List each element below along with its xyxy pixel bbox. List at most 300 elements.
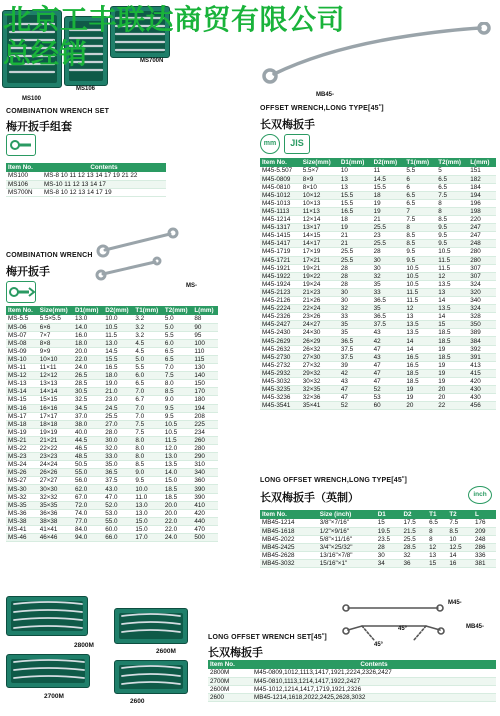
table-row (6, 445, 218, 453)
table-cell: 32×35 (301, 386, 339, 394)
table-cell: MS-27 (6, 477, 38, 485)
col-header: D1 (376, 510, 402, 519)
table-cell: 22.0 (163, 517, 192, 525)
table-cell: 35×35 (38, 501, 73, 509)
table-cell: 19×19 (38, 428, 73, 436)
col-header: D2(mm) (103, 306, 133, 315)
table-cell: 28 (339, 272, 372, 280)
table-row (260, 337, 496, 345)
table-cell: 11.5 (436, 256, 468, 264)
table-cell: M45-1922 (260, 272, 301, 280)
table-cell: 286 (473, 543, 496, 551)
table-cell: 30 (372, 256, 405, 264)
table-row (6, 412, 218, 420)
table-cell: 15 (436, 321, 468, 329)
table-cell: M45-2732 (260, 361, 301, 369)
table-cell: 30×32 (301, 377, 339, 385)
table-cell: 391 (468, 353, 496, 361)
table-cell: 5.0 (163, 315, 192, 323)
table-cell: 8.5 (447, 527, 473, 535)
table-cell: 10 (339, 167, 372, 175)
table-cell: M45-0810,1113,1214,1417,1922,2427 (252, 677, 496, 685)
table-cell: 44.5 (73, 436, 103, 444)
table-cell: 30×30 (38, 485, 73, 493)
table-cell: M45-1417 (260, 240, 301, 248)
table-row (6, 396, 218, 404)
table-cell: 12.5 (447, 543, 473, 551)
table-cell: 14.5 (372, 175, 405, 183)
table-cell: MS-13 (6, 380, 38, 388)
table-cell: 30 (376, 551, 402, 559)
table-row (260, 559, 496, 567)
table-cell: M45-3032 (260, 377, 301, 385)
combo-table (6, 306, 218, 542)
table-row (260, 280, 496, 288)
col-header: Size (inch) (318, 510, 376, 519)
col-header: L(mm) (192, 306, 218, 315)
table-cell: 19 (339, 224, 372, 232)
table-row (260, 305, 496, 313)
table-cell: 2700M (208, 677, 252, 685)
table-row (260, 272, 496, 280)
table-cell: 28 (339, 280, 372, 288)
table-row (6, 323, 218, 331)
table-cell: 10×13 (301, 199, 339, 207)
table-cell: 32.0 (103, 445, 133, 453)
table-cell: MS-26 (6, 469, 38, 477)
table-cell: M45-1113 (260, 207, 301, 215)
table-cell: 194 (468, 191, 496, 199)
table-cell: MS700N (6, 188, 42, 196)
table-cell: 470 (192, 525, 218, 533)
table-row (6, 364, 218, 372)
table-cell: 7.5 (447, 519, 473, 527)
table-cell: 13 (436, 288, 468, 296)
table-cell: 6.5 (163, 347, 192, 355)
table-cell: 9.5 (163, 412, 192, 420)
table-cell: MS-18 (6, 420, 38, 428)
table-cell: 6.5 (436, 183, 468, 191)
table-cell: 19 (436, 377, 468, 385)
table-cell: MS100 (6, 172, 42, 180)
table-cell: 110 (192, 347, 218, 355)
table-cell: 28.0 (103, 428, 133, 436)
col-header: L(mm) (468, 158, 496, 167)
table-cell: M45-1317 (260, 224, 301, 232)
table-row (260, 297, 496, 305)
table-cell: 46×46 (38, 534, 73, 542)
table-cell: 34.5 (73, 404, 103, 412)
table-cell: 3.2 (133, 315, 162, 323)
table-cell: 29×32 (301, 369, 339, 377)
long-set-title-en: LONG OFFSET WRENCH SET[45˚] (208, 634, 327, 641)
table-cell: 19 (436, 345, 468, 353)
table-cell: 10.5 (404, 264, 436, 272)
table-cell: 8.0 (133, 436, 162, 444)
table-cell: 25.5 (372, 224, 405, 232)
table-cell: 20.0 (163, 501, 192, 509)
table-cell: 36 (401, 559, 427, 567)
table-cell: 15.5 (339, 191, 372, 199)
table-cell: 13 (404, 313, 436, 321)
table-cell: M45-2126 (260, 297, 301, 305)
table-row (6, 380, 218, 388)
table-cell: 6.5 (133, 380, 162, 388)
table-cell: MB45-1214,1618,2022,2425,2628,3032 (252, 693, 496, 701)
table-cell: 9.5 (436, 224, 468, 232)
table-row (6, 404, 218, 412)
table-cell: M45-0809,1012,1113,1417,1921,2224,2326,2427 (252, 669, 496, 677)
table-row (6, 339, 218, 347)
table-cell: 9.5 (133, 477, 162, 485)
col-header: T1 (427, 510, 447, 519)
table-cell: 60 (372, 402, 405, 410)
table-cell: 5.5×5.5 (38, 315, 73, 323)
table-row (260, 199, 496, 207)
table-row (260, 232, 496, 240)
table-cell: 18.5 (436, 353, 468, 361)
table-cell: MS-19 (6, 428, 38, 436)
table-cell: 15.0 (133, 525, 162, 533)
badge-mm: mm (260, 134, 280, 154)
table-cell: 456 (468, 402, 496, 410)
table-cell: 21×26 (301, 297, 339, 305)
table-cell: 7.0 (133, 404, 162, 412)
table-cell: 48.5 (73, 453, 103, 461)
table-cell: MS-07 (6, 331, 38, 339)
table-cell: 280 (468, 256, 496, 264)
table-cell: 8×8 (38, 339, 73, 347)
table-cell: 14×14 (38, 388, 73, 396)
table-cell: 24.0 (163, 534, 192, 542)
table-cell: 32 (339, 305, 372, 313)
table-cell: 248 (473, 535, 496, 543)
table-cell: 47.0 (103, 493, 133, 501)
offset-table (260, 158, 496, 410)
table-cell: 3.2 (133, 331, 162, 339)
table-cell: 25.5 (401, 535, 427, 543)
table-cell: 9.5 (436, 232, 468, 240)
table-cell: 14 (404, 345, 436, 353)
table-cell: 9.5 (436, 240, 468, 248)
table-cell: 13.0 (163, 453, 192, 461)
table-cell: MS-41 (6, 525, 38, 533)
table-cell: 6.0 (133, 372, 162, 380)
table-cell: MB45-2628 (260, 551, 318, 559)
table-cell: 390 (192, 485, 218, 493)
table-cell: 100 (192, 339, 218, 347)
table-cell: 94.0 (73, 534, 103, 542)
table-cell: 53.0 (103, 509, 133, 517)
table-cell: M45-2326 (260, 313, 301, 321)
table-cell: 19.5 (376, 527, 402, 535)
table-row (260, 240, 496, 248)
table-cell: 21 (372, 216, 405, 224)
table-cell: 9.5 (404, 256, 436, 264)
table-cell: 430 (468, 394, 496, 402)
table-row (260, 256, 496, 264)
table-cell: 8 (404, 224, 436, 232)
table-cell: 13.5 (404, 321, 436, 329)
col-contents: Contents (42, 163, 166, 172)
table-row (208, 669, 496, 677)
table-cell: 7.5 (436, 191, 468, 199)
table-cell: 23×26 (301, 313, 339, 321)
table-cell: 20 (404, 402, 436, 410)
table-cell: 52 (339, 402, 372, 410)
table-row (6, 477, 218, 485)
table-cell: MB45-1618 (260, 527, 318, 535)
table-cell: 7.0 (133, 388, 162, 396)
table-cell: 9.0 (163, 396, 192, 404)
table-cell: 6.5 (163, 355, 192, 363)
table-cell: 15×15 (38, 396, 73, 404)
inch-title-en: LONG OFFSET WRENCH,LONG TYPE[45˚] (260, 477, 407, 484)
table-cell: 11.5 (436, 264, 468, 272)
table-cell: MS-35 (6, 501, 38, 509)
table-cell: MS-36 (6, 509, 38, 517)
table-cell: 14 (447, 551, 473, 559)
table-cell: 14 (436, 313, 468, 321)
table-cell: 13×17 (301, 224, 339, 232)
table-cell: 13 (427, 551, 447, 559)
table-cell: 18.0 (73, 339, 103, 347)
table-cell: 350 (468, 321, 496, 329)
table-cell: 16.5 (103, 364, 133, 372)
table-cell: 38.0 (73, 420, 103, 428)
col-header: Item No. (260, 510, 318, 519)
table-cell: 8.5 (133, 461, 162, 469)
label-2600m: 2600M (156, 648, 176, 655)
combo-set-title-cn: 梅开扳手组套 (6, 120, 72, 133)
table-cell: M45-2430 (260, 329, 301, 337)
table-cell: 15 (427, 559, 447, 567)
table-row (6, 509, 218, 517)
table-cell: M45-2123 (260, 288, 301, 296)
badge-inch: inch (468, 486, 492, 504)
table-cell: 23 (372, 232, 405, 240)
table-cell: 15.5 (372, 183, 405, 191)
angle-diagram (340, 596, 460, 650)
table-cell: 27×30 (301, 353, 339, 361)
table-cell: 47 (339, 386, 372, 394)
table-cell: 12.0 (163, 445, 192, 453)
table-row (260, 377, 496, 385)
table-cell: 7.5 (404, 216, 436, 224)
table-cell: 7.5 (133, 420, 162, 428)
table-cell: M45-1721 (260, 256, 301, 264)
table-cell: 6.5 (427, 519, 447, 527)
table-cell: 20 (436, 394, 468, 402)
table-cell: MS-10 11 12 13 14 17 (42, 180, 166, 188)
label-m45: M45- (448, 600, 462, 606)
col-header: D2 (401, 510, 427, 519)
table-cell: M45-1415 (260, 232, 301, 240)
table-cell: 72.0 (73, 501, 103, 509)
table-cell: 6.5 (404, 199, 436, 207)
table-row (6, 372, 218, 380)
label-2800m: 2800M (74, 642, 94, 649)
table-cell: 9.5 (404, 248, 436, 256)
label-mb45-diagram: MB45- (466, 624, 485, 630)
table-cell: 15/16"×1" (318, 559, 376, 567)
table-cell: 10.5 (103, 323, 133, 331)
table-cell: 307 (468, 272, 496, 280)
table-row (260, 288, 496, 296)
table-cell: 19 (436, 369, 468, 377)
table-cell: 46.5 (73, 445, 103, 453)
table-cell: 32×32 (38, 493, 73, 501)
table-row (6, 315, 218, 323)
table-cell: 18.5 (404, 369, 436, 377)
table-row (6, 501, 218, 509)
offset-title-en: OFFSET WRENCH,LONG TYPE[45˚] (260, 105, 384, 112)
table-cell: 5.5 (133, 364, 162, 372)
table-cell: 30 (372, 264, 405, 272)
table-cell: M45-3235 (260, 386, 301, 394)
table-cell: 35 (339, 329, 372, 337)
table-cell: 32×36 (301, 394, 339, 402)
table-cell: 88 (192, 315, 218, 323)
table-cell: 55.0 (103, 517, 133, 525)
table-cell: 41×41 (38, 525, 73, 533)
label-2700m: 2700M (44, 693, 64, 700)
table-row (260, 369, 496, 377)
table-cell: 11.5 (163, 436, 192, 444)
table-cell: 16.5 (339, 207, 372, 215)
table-cell: MS-24 (6, 461, 38, 469)
table-cell: 24.0 (73, 364, 103, 372)
table-cell: M45-0809 (260, 175, 301, 183)
table-cell: 90 (192, 323, 218, 331)
table-cell: 50.5 (73, 461, 103, 469)
angle-label-1: 45° (398, 626, 408, 632)
table-cell: 130 (192, 364, 218, 372)
table-cell: 20.0 (73, 347, 103, 355)
table-row (6, 172, 166, 180)
table-cell: 8 (427, 535, 447, 543)
table-cell: 33 (339, 313, 372, 321)
table-cell: 7.5 (133, 428, 162, 436)
table-cell: 11.5 (103, 331, 133, 339)
table-cell: 22.0 (73, 355, 103, 363)
table-cell: 6.0 (163, 339, 192, 347)
table-row (260, 175, 496, 183)
table-cell: 25.5 (372, 240, 405, 248)
col-header: D1(mm) (73, 306, 103, 315)
table-cell: 35.0 (103, 461, 133, 469)
table-cell: 360 (192, 477, 218, 485)
table-cell: 40.0 (73, 428, 103, 436)
table-cell: 27×27 (38, 477, 73, 485)
label-mb45: MB45- (316, 92, 335, 98)
table-row (6, 461, 218, 469)
table-cell: 19.0 (103, 380, 133, 388)
table-cell: 8.5 (436, 216, 468, 224)
table-cell: 43.0 (103, 485, 133, 493)
table-cell: 77.0 (73, 517, 103, 525)
table-cell: 440 (192, 517, 218, 525)
table-cell: 20.0 (163, 509, 192, 517)
table-row (6, 331, 218, 339)
table-cell: 11×11 (38, 364, 73, 372)
table-cell: 27×32 (301, 361, 339, 369)
table-row (6, 453, 218, 461)
table-cell: MS-16 (6, 404, 38, 412)
table-cell: M45-2932 (260, 369, 301, 377)
table-cell: 248 (468, 240, 496, 248)
table-cell: 33.0 (103, 453, 133, 461)
table-row (6, 517, 218, 525)
table-cell: 19×22 (301, 272, 339, 280)
table-cell: 27.0 (103, 420, 133, 428)
table-cell: 56.0 (73, 477, 103, 485)
table-cell: MB45-1214 (260, 519, 318, 527)
table-cell: 247 (468, 224, 496, 232)
table-cell: MS-8 10 12 13 14 17 19 (42, 188, 166, 196)
table-cell: M45-2427 (260, 321, 301, 329)
table-cell: 22.0 (163, 525, 192, 533)
table-cell: MS-46 (6, 534, 38, 542)
table-cell: 11 (372, 167, 405, 175)
table-row (260, 216, 496, 224)
table-cell: 324 (468, 305, 496, 313)
table-cell: MS106 (6, 180, 42, 188)
table-cell: 8.0 (133, 453, 162, 461)
table-cell: 180 (192, 396, 218, 404)
table-cell: MS-15 (6, 396, 38, 404)
table-row (6, 347, 218, 355)
table-cell: 16.5 (404, 353, 436, 361)
table-cell: 37.0 (73, 412, 103, 420)
table-cell: 184 (468, 183, 496, 191)
table-cell: 381 (473, 559, 496, 567)
table-cell: 47 (372, 345, 405, 353)
table-cell: 7.0 (133, 412, 162, 420)
table-cell: 260 (192, 436, 218, 444)
table-cell: 43 (339, 377, 372, 385)
table-cell: 10.0 (103, 315, 133, 323)
table-cell: M45-1719 (260, 248, 301, 256)
table-cell: MS-12 (6, 372, 38, 380)
table-cell: 25.5 (339, 248, 372, 256)
table-row (208, 685, 496, 693)
table-cell: 150 (192, 380, 218, 388)
table-row (260, 224, 496, 232)
table-row (260, 535, 496, 543)
table-cell: 21.0 (103, 388, 133, 396)
table-row (260, 353, 496, 361)
table-cell: 37.5 (103, 477, 133, 485)
table-cell: 28 (376, 543, 402, 551)
table-cell: 8.0 (133, 445, 162, 453)
long-set-table (208, 660, 496, 702)
table-row (260, 313, 496, 321)
table-cell: 19 (372, 199, 405, 207)
table-cell: 23.5 (376, 535, 402, 543)
col-header: T1(mm) (133, 306, 162, 315)
table-cell: MS-06 (6, 323, 38, 331)
table-cell: MS-08 (6, 339, 38, 347)
table-cell: 11×13 (301, 207, 339, 215)
table-cell: 36.5 (103, 469, 133, 477)
table-cell: 35 (372, 305, 405, 313)
table-cell: 324 (468, 280, 496, 288)
table-cell: 410 (192, 501, 218, 509)
table-cell: 10 (447, 535, 473, 543)
table-cell: 21×21 (38, 436, 73, 444)
table-cell: 66.0 (103, 534, 133, 542)
